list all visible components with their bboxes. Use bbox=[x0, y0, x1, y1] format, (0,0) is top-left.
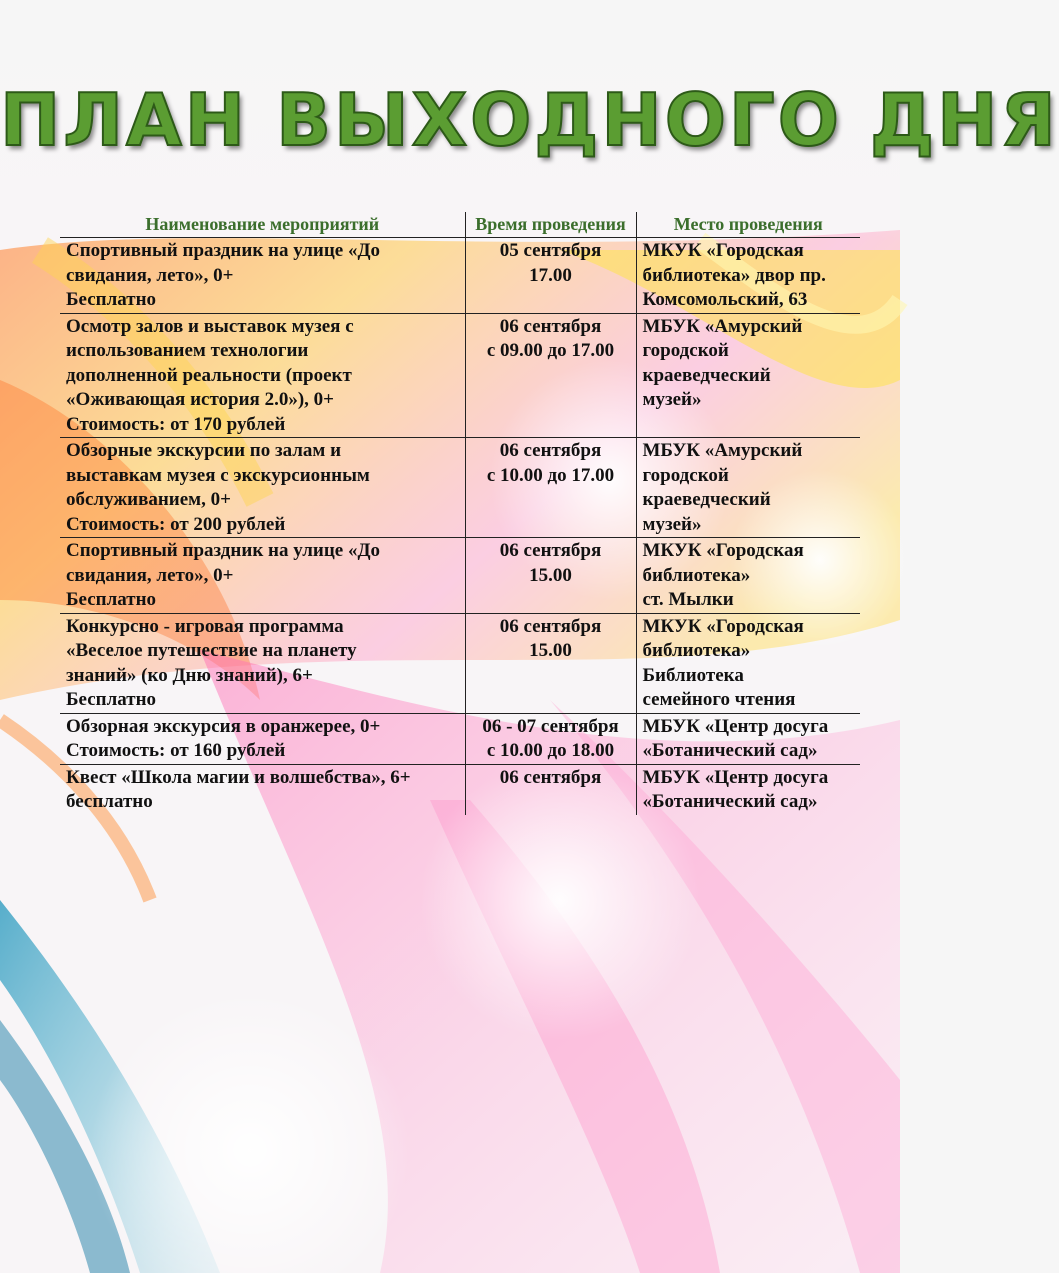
time-cell-line: 06 сентября bbox=[499, 315, 602, 337]
table-header-row bbox=[60, 212, 860, 238]
time-cell-line: 06 сентября bbox=[499, 615, 602, 637]
event-cell-line: обслуживанием, 0+ bbox=[66, 489, 231, 510]
event-cell-line: Обзорная экскурсия в оранжерее, 0+ bbox=[66, 715, 381, 737]
event-cell-line: Спортивный праздник на улице «До bbox=[66, 540, 381, 561]
time-cell-line: с 10.00 до 17.00 bbox=[486, 464, 615, 486]
event-cell-line: свидания, лето», 0+ bbox=[66, 264, 234, 286]
place-cell bbox=[636, 764, 860, 815]
table-row bbox=[60, 438, 860, 538]
event-cell-line: Спортивный праздник на улице «До bbox=[66, 240, 381, 261]
event-cell-line: использованием технологии bbox=[66, 340, 309, 361]
time-cell bbox=[465, 764, 636, 815]
event-cell-line: Обзорные экскурсии по залам и bbox=[66, 440, 342, 461]
event-cell bbox=[60, 313, 465, 438]
event-cell-line: Бесплатно bbox=[66, 289, 157, 310]
place-cell bbox=[636, 613, 860, 713]
event-cell bbox=[60, 538, 465, 614]
time-cell bbox=[465, 438, 636, 538]
place-cell-line: библиотека» bbox=[642, 640, 751, 661]
time-cell-line: с 09.00 до 17.00 bbox=[486, 340, 615, 361]
time-cell-line: с 10.00 до 18.00 bbox=[486, 740, 615, 761]
header-place: Место проведения bbox=[636, 212, 860, 238]
time-cell-line: 06 сентября bbox=[499, 766, 602, 788]
place-cell-line: музей» bbox=[642, 389, 702, 410]
time-cell-line: 15.00 bbox=[529, 640, 572, 661]
place-cell bbox=[636, 538, 860, 614]
event-cell bbox=[60, 713, 465, 764]
event-cell-line: Стоимость: от 160 рублей bbox=[66, 740, 286, 761]
table-row bbox=[60, 764, 860, 815]
time-cell bbox=[465, 713, 636, 764]
table-row bbox=[60, 713, 860, 764]
event-cell-line: «Оживающая история 2.0»), 0+ bbox=[66, 389, 334, 410]
time-cell bbox=[465, 238, 636, 314]
place-cell-line: МБУК «Амурский bbox=[642, 315, 803, 337]
place-cell bbox=[636, 438, 860, 538]
event-cell-line: бесплатно bbox=[66, 791, 153, 812]
place-cell-line: городской bbox=[642, 464, 729, 486]
place-cell-line: библиотека» двор пр. bbox=[642, 264, 826, 286]
time-cell-line: 06 сентября bbox=[499, 440, 602, 461]
event-cell-line: «Веселое путешествие на планету bbox=[66, 640, 357, 661]
events-table bbox=[60, 212, 860, 815]
event-cell-line: Бесплатно bbox=[66, 589, 157, 610]
event-cell-line: Стоимость: от 170 рублей bbox=[66, 413, 286, 435]
event-cell-line: свидания, лето», 0+ bbox=[66, 564, 234, 586]
place-cell-line: семейного чтения bbox=[642, 689, 796, 710]
table-row bbox=[60, 313, 860, 438]
event-cell-line: Конкурсно - игровая программа bbox=[66, 615, 344, 637]
place-cell-line: городской bbox=[642, 340, 729, 361]
event-cell bbox=[60, 764, 465, 815]
place-cell-line: «Ботанический сад» bbox=[642, 740, 818, 761]
place-cell-line: МБУК «Центр досуга bbox=[642, 766, 829, 788]
event-cell-line: Стоимость: от 200 рублей bbox=[66, 513, 286, 535]
place-cell-line: МКУК «Городская bbox=[642, 615, 804, 637]
place-cell-line: Комсомольский, 63 bbox=[642, 289, 808, 310]
place-cell-line: МКУК «Городская bbox=[642, 240, 804, 261]
place-cell-line: «Ботанический сад» bbox=[642, 791, 818, 812]
place-cell-line: музей» bbox=[642, 513, 702, 535]
time-cell bbox=[465, 613, 636, 713]
table-row bbox=[60, 238, 860, 314]
place-cell bbox=[636, 313, 860, 438]
time-cell-line: 17.00 bbox=[529, 264, 572, 286]
event-cell-line: Квест «Школа магии и волшебства», 6+ bbox=[66, 766, 411, 788]
time-cell bbox=[465, 313, 636, 438]
place-cell bbox=[636, 713, 860, 764]
event-cell bbox=[60, 438, 465, 538]
event-cell-line: выставкам музея с экскурсионным bbox=[66, 464, 370, 486]
place-cell-line: МКУК «Городская bbox=[642, 540, 804, 561]
place-cell-line: ст. Мылки bbox=[642, 589, 734, 610]
place-cell-line: библиотека» bbox=[642, 564, 751, 586]
place-cell-line: Библиотека bbox=[642, 664, 744, 686]
event-cell-line: дополненной реальности (проект bbox=[66, 364, 352, 386]
time-cell-line: 06 - 07 сентября bbox=[482, 715, 619, 737]
table-row bbox=[60, 613, 860, 713]
place-cell bbox=[636, 238, 860, 314]
place-cell-line: краеведческий bbox=[642, 364, 771, 386]
event-cell-line: Бесплатно bbox=[66, 689, 157, 710]
place-cell-line: МБУК «Амурский bbox=[642, 440, 803, 461]
time-cell-line: 05 сентября bbox=[499, 240, 602, 261]
header-time: Время проведения bbox=[465, 212, 636, 238]
event-cell-line: Осмотр залов и выставок музея с bbox=[66, 315, 354, 337]
table-row bbox=[60, 538, 860, 614]
event-cell bbox=[60, 613, 465, 713]
event-cell-line: знаний» (ко Дню знаний), 6+ bbox=[66, 664, 313, 686]
place-cell-line: краеведческий bbox=[642, 489, 771, 510]
event-cell bbox=[60, 238, 465, 314]
time-cell-line: 06 сентября bbox=[499, 540, 602, 561]
time-cell bbox=[465, 538, 636, 614]
page-title: ПЛАН ВЫХОДНОГО ДНЯ bbox=[0, 78, 1059, 162]
place-cell-line: МБУК «Центр досуга bbox=[642, 715, 829, 737]
time-cell-line: 15.00 bbox=[529, 564, 572, 586]
events-table-body bbox=[60, 238, 860, 815]
header-event-name: Наименование мероприятий bbox=[145, 214, 380, 234]
